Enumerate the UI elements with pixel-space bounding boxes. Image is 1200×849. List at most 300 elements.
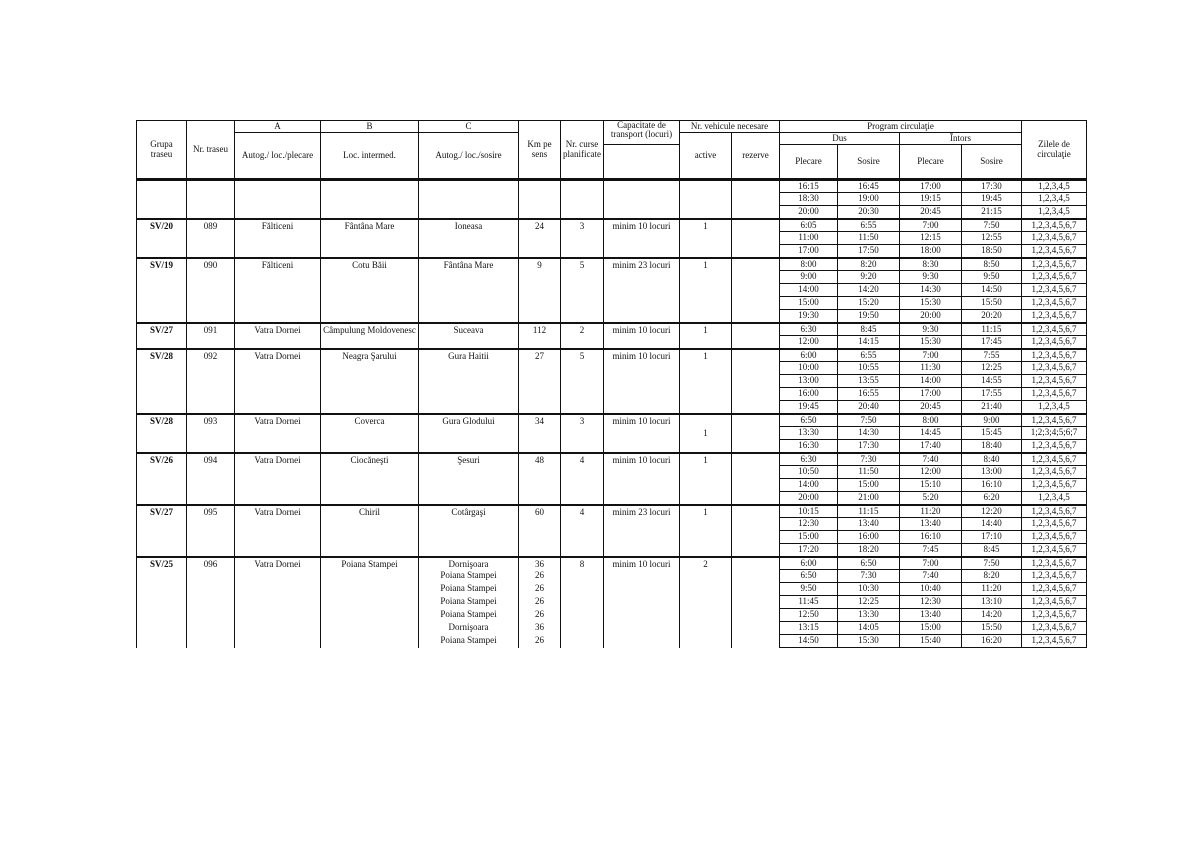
route-curse [561,180,604,219]
dus-plecare: 12:50 [779,609,837,622]
intors-plecare: 9:30 [899,271,961,284]
table-header [137,121,1087,180]
route-arrival: Dornişoara [419,622,519,635]
header-col-a-sub: Autog./ loc./plecare [235,133,321,180]
zilele-circulatie: 1,2,3,4,5,6,7 [1021,635,1086,648]
route-km: 24 [519,219,561,258]
intors-sosire: 8:45 [961,544,1021,557]
route-capacitate: minim 10 locuri [603,349,679,414]
intors-sosire: 11:20 [961,583,1021,596]
header-active: active [679,133,731,180]
intors-plecare: 13:40 [899,518,961,531]
route-curse: 8 [561,557,604,648]
route-departure: Vatra Dornei [235,557,321,648]
table-row [137,180,1087,193]
zilele-circulatie: 1,2,3,4,5,6,7 [1021,570,1086,583]
route-intermediate: Ciocăneşti [321,453,419,505]
route-capacitate: minim 10 locuri [603,557,679,648]
dus-sosire: 7:30 [837,453,899,466]
route-group: SV/25 [137,557,187,648]
route-departure: Vatra Dornei [235,505,321,557]
header-grupa: Grupa traseu [137,121,187,180]
intors-plecare: 15:10 [899,479,961,492]
dus-sosire: 16:45 [837,180,899,193]
table-row [137,414,1087,427]
route-departure: Fălticeni [235,258,321,323]
route-vehicule-rezerve [731,349,779,414]
dus-sosire: 13:40 [837,518,899,531]
intors-plecare: 20:45 [899,401,961,414]
route-capacitate [603,180,679,219]
intors-plecare: 13:40 [899,609,961,622]
dus-plecare: 12:00 [779,336,837,349]
header-capacitate-blank [603,145,679,180]
header-dus-sosire: Sosire [837,145,899,180]
intors-sosire: 14:50 [961,284,1021,297]
route-intermediate: Poiana Stampei [321,557,419,648]
intors-sosire: 21:15 [961,206,1021,219]
zilele-circulatie: 1,2,3,4,5,6,7 [1021,271,1086,284]
intors-plecare: 12:30 [899,596,961,609]
dus-sosire: 13:30 [837,609,899,622]
route-vehicule-active: 1 [679,505,731,557]
route-intermediate: Fântâna Mare [321,219,419,258]
dus-plecare: 9:00 [779,271,837,284]
intors-plecare: 17:00 [899,180,961,193]
header-rezerve: rezerve [731,133,779,180]
zilele-circulatie: 1,2,3,4,5,6,7 [1021,297,1086,310]
intors-plecare: 7:40 [899,570,961,583]
dus-plecare: 20:00 [779,492,837,505]
intors-sosire: 19:45 [961,193,1021,206]
header-zilele: Zilele de circulaţie [1021,121,1086,180]
header-nr-curse: Nr. curse planificate [561,121,604,180]
route-intermediate: Neagra Şarului [321,349,419,414]
dus-plecare: 10:50 [779,466,837,479]
zilele-circulatie: 1,2,3,4,5,6,7 [1021,349,1086,362]
dus-sosire: 15:20 [837,297,899,310]
route-arrival: Poiana Stampei [419,635,519,648]
zilele-circulatie: 1,2,3,4,5,6,7 [1021,388,1086,401]
intors-sosire: 17:45 [961,336,1021,349]
route-intermediate: Cotu Băii [321,258,419,323]
zilele-circulatie: 1,2,3,4,5,6,7 [1021,609,1086,622]
table-row [137,349,1087,362]
route-arrival: Ioneasa [419,219,519,258]
route-arrival: Suceava [419,323,519,349]
route-group [137,180,187,219]
zilele-circulatie: 1;2;3;4;5;6;7 [1021,427,1086,440]
route-capacitate: minim 10 locuri [603,453,679,505]
route-km: 9 [519,258,561,323]
intors-plecare: 11:20 [899,505,961,518]
dus-plecare: 8:00 [779,258,837,271]
route-arrival: Gura Haitii [419,349,519,414]
table-row [137,505,1087,518]
zilele-circulatie: 1,2,3,4,5 [1021,180,1086,193]
route-number: 095 [187,505,235,557]
dus-sosire: 14:20 [837,284,899,297]
intors-plecare: 8:30 [899,258,961,271]
dus-plecare: 6:50 [779,414,837,427]
route-arrival: Dornişoara [419,557,519,570]
header-intors-sosire: Sosire [961,145,1021,180]
dus-sosire: 15:30 [837,635,899,648]
table-row [137,453,1087,466]
route-capacitate: minim 10 locuri [603,219,679,258]
dus-plecare: 19:45 [779,401,837,414]
dus-plecare: 6:30 [779,323,837,336]
dus-sosire: 11:15 [837,505,899,518]
header-col-b-sub: Loc. intermed. [321,133,419,180]
zilele-circulatie: 1,2,3,4,5,6,7 [1021,531,1086,544]
header-col-a: A [235,121,321,133]
intors-sosire: 16:10 [961,479,1021,492]
intors-sosire: 8:40 [961,453,1021,466]
header-nr-traseu: Nr. traseu [187,121,235,180]
route-vehicule-rezerve [731,219,779,258]
dus-plecare: 14:00 [779,284,837,297]
zilele-circulatie: 1,2,3,4,5,6,7 [1021,232,1086,245]
table-row [137,219,1087,232]
route-intermediate: Chiril [321,505,419,557]
header-capacitate: Capacitate de transport (locuri) [603,121,679,145]
zilele-circulatie: 1,2,3,4,5,6,7 [1021,622,1086,635]
intors-plecare: 10:40 [899,583,961,596]
intors-sosire: 7:55 [961,349,1021,362]
dus-plecare: 10:00 [779,362,837,375]
dus-sosire: 7:30 [837,570,899,583]
intors-sosire: 7:50 [961,557,1021,570]
zilele-circulatie: 1,2,3,4,5,6,7 [1021,440,1086,453]
intors-plecare: 18:00 [899,245,961,258]
dus-plecare: 20:00 [779,206,837,219]
table-row [137,323,1087,336]
zilele-circulatie: 1,2,3,4,5,6,7 [1021,414,1086,427]
dus-plecare: 15:00 [779,531,837,544]
dus-plecare: 11:00 [779,232,837,245]
intors-plecare: 20:00 [899,310,961,323]
intors-sosire: 14:55 [961,375,1021,388]
route-km: 26 [519,583,561,596]
intors-sosire: 17:30 [961,180,1021,193]
dus-sosire: 20:40 [837,401,899,414]
route-vehicule-active: 1 [679,414,731,453]
route-vehicule-rezerve [731,453,779,505]
intors-plecare: 7:00 [899,557,961,570]
route-group: SV/28 [137,414,187,453]
route-number: 093 [187,414,235,453]
route-curse: 2 [561,323,604,349]
dus-sosire: 14:30 [837,427,899,440]
dus-sosire: 17:50 [837,245,899,258]
route-capacitate: minim 23 locuri [603,258,679,323]
dus-plecare: 17:00 [779,245,837,258]
intors-sosire: 6:20 [961,492,1021,505]
route-arrival: Poiana Stampei [419,596,519,609]
zilele-circulatie: 1,2,3,4,5,6,7 [1021,557,1086,570]
zilele-circulatie: 1,2,3,4,5,6,7 [1021,284,1086,297]
header-col-c-sub: Autog./ loc./sosire [419,133,519,180]
route-km: 26 [519,570,561,583]
zilele-circulatie: 1,2,3,4,5,6,7 [1021,544,1086,557]
intors-sosire: 21:40 [961,401,1021,414]
route-curse: 4 [561,505,604,557]
intors-sosire: 16:20 [961,635,1021,648]
intors-plecare: 20:45 [899,206,961,219]
intors-plecare: 17:40 [899,440,961,453]
intors-sosire: 12:55 [961,232,1021,245]
route-number: 094 [187,453,235,505]
intors-plecare: 16:10 [899,531,961,544]
dus-plecare: 6:00 [779,349,837,362]
header-km: Km pe sens [519,121,561,180]
zilele-circulatie: 1,2,3,4,5,6,7 [1021,583,1086,596]
intors-sosire: 18:50 [961,245,1021,258]
dus-sosire: 16:00 [837,531,899,544]
route-arrival: Şesuri [419,453,519,505]
table-body [137,180,1087,648]
intors-sosire: 20:20 [961,310,1021,323]
route-group: SV/27 [137,323,187,349]
dus-sosire: 14:05 [837,622,899,635]
route-number: 092 [187,349,235,414]
dus-sosire: 8:45 [837,323,899,336]
dus-plecare: 15:00 [779,297,837,310]
header-intors: Întors [899,133,1021,145]
route-departure [235,180,321,219]
route-departure: Vatra Dornei [235,323,321,349]
route-departure: Vatra Dornei [235,453,321,505]
zilele-circulatie: 1,2,3,4,5,6,7 [1021,245,1086,258]
dus-plecare: 6:00 [779,557,837,570]
zilele-circulatie: 1,2,3,4,5,6,7 [1021,453,1086,466]
route-km: 112 [519,323,561,349]
zilele-circulatie: 1,2,3,4,5 [1021,193,1086,206]
route-km: 36 [519,622,561,635]
dus-sosire: 11:50 [837,466,899,479]
dus-sosire: 21:00 [837,492,899,505]
route-capacitate: minim 10 locuri [603,323,679,349]
zilele-circulatie: 1,2,3,4,5,6,7 [1021,518,1086,531]
zilele-circulatie: 1,2,3,4,5,6,7 [1021,505,1086,518]
route-vehicule-active: 1 [679,219,731,258]
dus-plecare: 13:30 [779,427,837,440]
intors-plecare: 7:00 [899,219,961,232]
dus-plecare: 6:30 [779,453,837,466]
dus-plecare: 10:15 [779,505,837,518]
header-intors-plecare: Plecare [899,145,961,180]
dus-plecare: 14:00 [779,479,837,492]
route-number [187,180,235,219]
intors-plecare: 19:15 [899,193,961,206]
intors-sosire: 12:25 [961,362,1021,375]
route-group: SV/19 [137,258,187,323]
zilele-circulatie: 1,2,3,4,5 [1021,206,1086,219]
table-row [137,258,1087,271]
dus-sosire: 8:20 [837,258,899,271]
dus-sosire: 19:50 [837,310,899,323]
route-curse: 5 [561,349,604,414]
intors-plecare: 15:30 [899,297,961,310]
zilele-circulatie: 1,2,3,4,5,6,7 [1021,362,1086,375]
route-arrival: Poiana Stampei [419,570,519,583]
dus-plecare: 19:30 [779,310,837,323]
route-vehicule-rezerve [731,180,779,219]
route-departure: Vatra Dornei [235,349,321,414]
dus-plecare: 6:50 [779,570,837,583]
dus-plecare: 9:50 [779,583,837,596]
route-departure: Vatra Dornei [235,414,321,453]
intors-sosire: 15:50 [961,297,1021,310]
zilele-circulatie: 1,2,3,4,5,6,7 [1021,336,1086,349]
route-km: 48 [519,453,561,505]
intors-sosire: 7:50 [961,219,1021,232]
dus-plecare: 6:05 [779,219,837,232]
header-program: Program circulaţie [779,121,1021,133]
intors-sosire: 8:50 [961,258,1021,271]
route-arrival: Poiana Stampei [419,583,519,596]
intors-sosire: 9:50 [961,271,1021,284]
header-dus-plecare: Plecare [779,145,837,180]
dus-sosire: 19:00 [837,193,899,206]
dus-sosire: 11:50 [837,232,899,245]
zilele-circulatie: 1,2,3,4,5 [1021,492,1086,505]
schedule-table [136,120,1087,648]
intors-plecare: 8:00 [899,414,961,427]
route-arrival: Poiana Stampei [419,609,519,622]
dus-plecare: 17:20 [779,544,837,557]
intors-sosire: 8:20 [961,570,1021,583]
zilele-circulatie: 1,2,3,4,5 [1021,401,1086,414]
dus-plecare: 16:30 [779,440,837,453]
zilele-circulatie: 1,2,3,4,5,6,7 [1021,258,1086,271]
route-number: 096 [187,557,235,648]
route-vehicule-active: 1 [679,453,731,505]
route-vehicule-rezerve [731,323,779,349]
dus-plecare: 11:45 [779,596,837,609]
route-curse: 3 [561,219,604,258]
intors-sosire: 15:50 [961,622,1021,635]
route-km: 36 [519,557,561,570]
dus-plecare: 12:30 [779,518,837,531]
route-arrival [419,180,519,219]
route-number: 089 [187,219,235,258]
dus-sosire: 7:50 [837,414,899,427]
dus-sosire: 15:00 [837,479,899,492]
route-number: 091 [187,323,235,349]
route-capacitate: minim 23 locuri [603,505,679,557]
dus-plecare: 13:15 [779,622,837,635]
intors-sosire: 9:00 [961,414,1021,427]
route-vehicule-rezerve [731,258,779,323]
dus-sosire: 12:25 [837,596,899,609]
dus-sosire: 10:55 [837,362,899,375]
route-group: SV/20 [137,219,187,258]
intors-sosire: 12:20 [961,505,1021,518]
intors-sosire: 17:10 [961,531,1021,544]
route-vehicule-rezerve [731,414,779,453]
header-col-c: C [419,121,519,133]
route-curse: 3 [561,414,604,453]
intors-plecare: 14:00 [899,375,961,388]
intors-sosire: 13:10 [961,596,1021,609]
intors-plecare: 15:30 [899,336,961,349]
intors-sosire: 18:40 [961,440,1021,453]
dus-sosire: 16:55 [837,388,899,401]
zilele-circulatie: 1,2,3,4,5,6,7 [1021,596,1086,609]
route-km: 34 [519,414,561,453]
route-arrival: Cotârgaşi [419,505,519,557]
header-nr-vehicule: Nr. vehicule necesare [679,121,779,133]
route-km: 26 [519,596,561,609]
header-dus: Dus [779,133,899,145]
intors-plecare: 7:45 [899,544,961,557]
route-intermediate [321,180,419,219]
route-departure: Fălticeni [235,219,321,258]
intors-sosire: 17:55 [961,388,1021,401]
dus-plecare: 18:30 [779,193,837,206]
dus-sosire: 20:30 [837,206,899,219]
route-group: SV/27 [137,505,187,557]
dus-sosire: 18:20 [837,544,899,557]
zilele-circulatie: 1,2,3,4,5,6,7 [1021,219,1086,232]
zilele-circulatie: 1,2,3,4,5,6,7 [1021,375,1086,388]
intors-plecare: 14:45 [899,427,961,440]
dus-sosire: 17:30 [837,440,899,453]
intors-sosire: 14:40 [961,518,1021,531]
route-km: 26 [519,609,561,622]
route-intermediate: Câmpulung Moldovenesc [321,323,419,349]
route-group: SV/28 [137,349,187,414]
route-arrival: Fântâna Mare [419,258,519,323]
dus-plecare: 16:15 [779,180,837,193]
dus-plecare: 13:00 [779,375,837,388]
intors-sosire: 13:00 [961,466,1021,479]
intors-plecare: 14:30 [899,284,961,297]
route-vehicule-active: 2 [679,557,731,648]
route-vehicule-rezerve [731,557,779,648]
intors-plecare: 15:00 [899,622,961,635]
intors-plecare: 5:20 [899,492,961,505]
zilele-circulatie: 1,2,3,4,5,6,7 [1021,310,1086,323]
zilele-circulatie: 1,2,3,4,5,6,7 [1021,479,1086,492]
zilele-circulatie: 1,2,3,4,5,6,7 [1021,466,1086,479]
intors-plecare: 15:40 [899,635,961,648]
route-vehicule-active [679,180,731,219]
intors-plecare: 12:15 [899,232,961,245]
route-intermediate: Coverca [321,414,419,453]
route-curse: 4 [561,453,604,505]
route-km [519,180,561,219]
header-col-b: B [321,121,419,133]
intors-plecare: 11:30 [899,362,961,375]
route-vehicule-active: 1 [679,258,731,323]
intors-plecare: 9:30 [899,323,961,336]
route-vehicule-rezerve [731,505,779,557]
route-vehicule-active: 1 [679,323,731,349]
dus-sosire: 6:50 [837,557,899,570]
route-vehicule-active: 1 [679,349,731,414]
dus-sosire: 10:30 [837,583,899,596]
route-group: SV/26 [137,453,187,505]
dus-plecare: 14:50 [779,635,837,648]
route-number: 090 [187,258,235,323]
dus-sosire: 13:55 [837,375,899,388]
route-capacitate: minim 10 locuri [603,414,679,453]
dus-sosire: 14:15 [837,336,899,349]
route-arrival: Gura Glodului [419,414,519,453]
